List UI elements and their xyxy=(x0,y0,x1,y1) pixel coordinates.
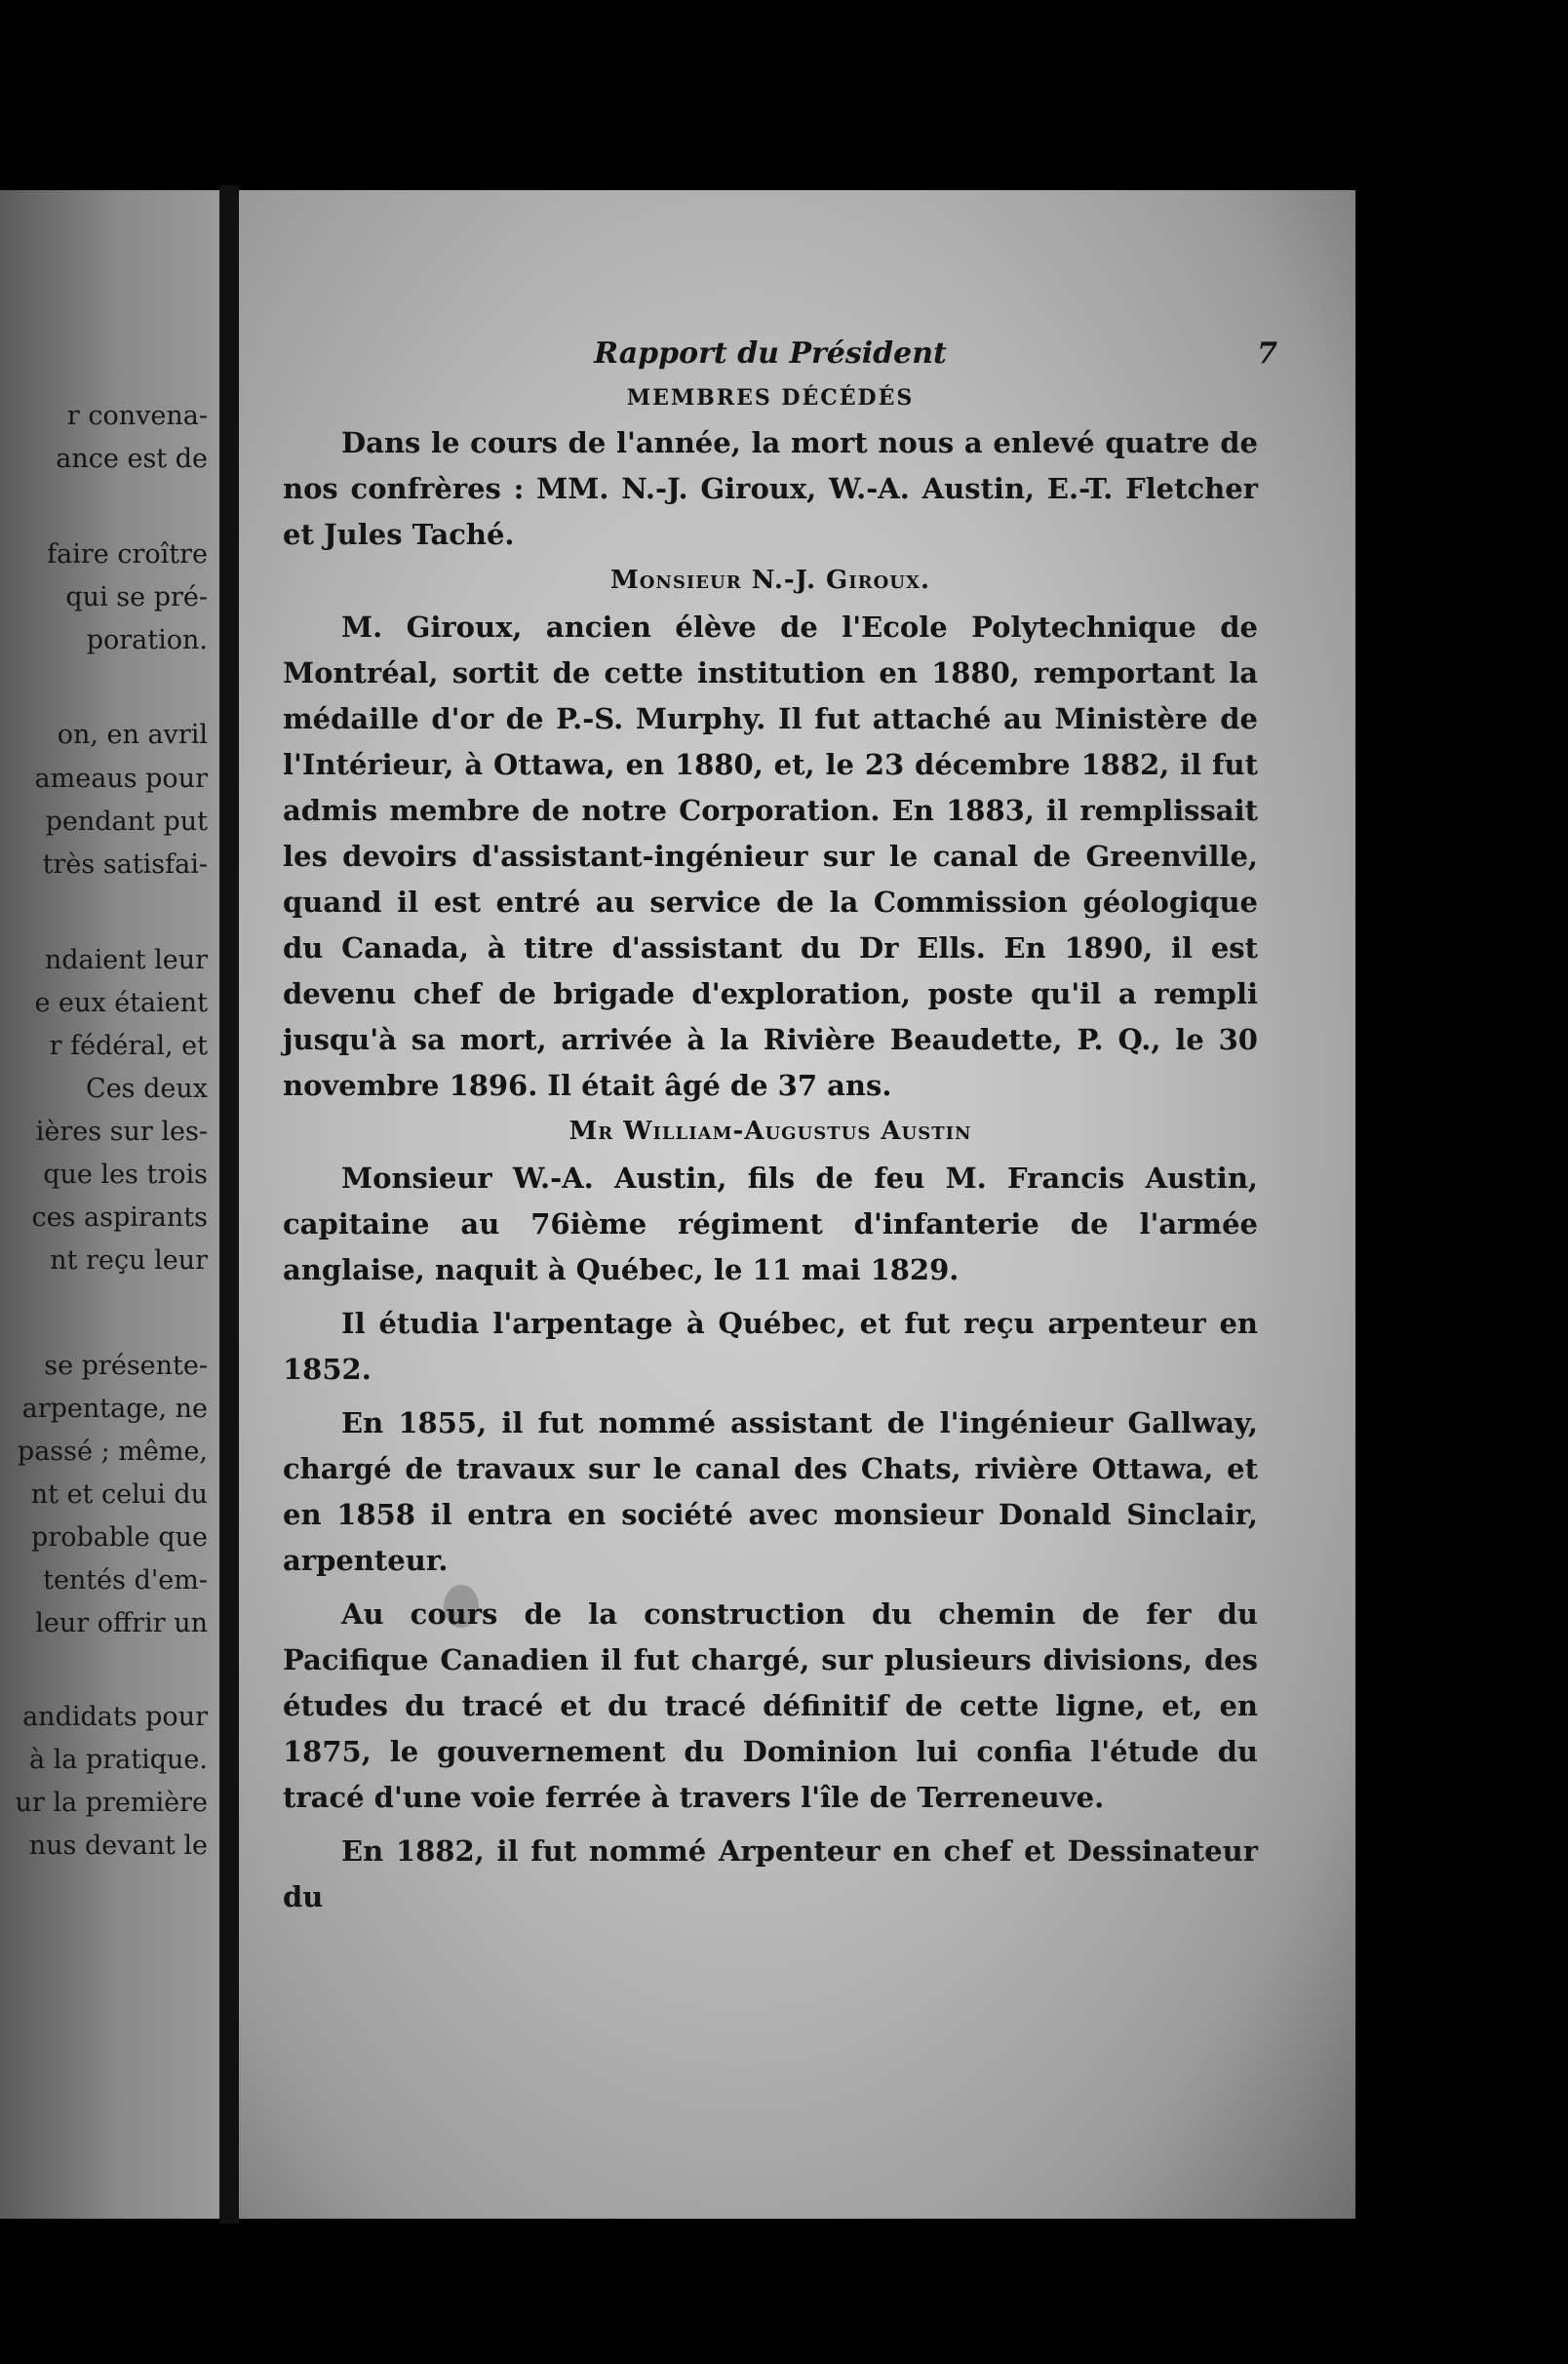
left-page-line: nt reçu leur xyxy=(50,1245,208,1276)
left-page-line: pendant put xyxy=(45,807,208,837)
left-page-line: probable que xyxy=(31,1522,208,1553)
left-page-line: nt et celui du xyxy=(30,1479,208,1510)
left-page-line: tentés d'em- xyxy=(43,1565,208,1596)
section-heading: Monsieur N.-J. Giroux. xyxy=(609,566,931,595)
left-page-line: ières sur les- xyxy=(35,1117,208,1147)
left-page-line: r fédéral, et xyxy=(49,1031,208,1061)
page-number: 7 xyxy=(1257,336,1277,371)
left-page-line: ces aspirants xyxy=(31,1202,208,1233)
paragraph: Dans le cours de l'année, la mort nous a enlevé quatre de nos confrères : MM. N.-J. Giroux, W.-A. Austin, E.-T. Fletcher et Jules Taché. xyxy=(283,426,1258,551)
paragraph: Il étudia l'arpentage à Québec, et fut reçu arpenteur en 1852. xyxy=(283,1307,1258,1386)
paragraph: M. Giroux, ancien élève de l'Ecole Polytechnique de Montréal, sortit de cette institution en 1880, remportant la médaille d'or de P.-S. Murphy. Il fut attaché au Ministère de l'Intérieur, à Ottawa, en 1880, et, le 23 décembre 1882, il fut admis membre de notre Corporation. En 1883, il remplissait les devoirs d'assistant-ingénieur sur le canal de Greenville, quand il est entré au service de la Commission géologique du Canada, à titre d'assistant du Dr Ells. En 1890, il est devenu chef de brigade d'exploration, poste qu'il a rempli jusqu'à sa mort, arrivée à la Rivière Beaudette, P. Q., le 30 novembre 1896. Il était âgé de 37 ans. xyxy=(283,611,1258,1102)
sections xyxy=(283,385,1258,1920)
left-page-line: poration. xyxy=(86,625,208,655)
section-heading: Mr William-Augustus Austin xyxy=(568,1117,972,1146)
left-page-line: leur offrir un xyxy=(35,1608,208,1638)
left-page-line: andidats pour xyxy=(22,1702,208,1732)
left-page-line: ameaus pour xyxy=(34,764,208,794)
left-page-line: à la pratique. xyxy=(28,1745,208,1775)
left-page-line: nus devant le xyxy=(28,1831,208,1861)
left-page-line: ur la première xyxy=(15,1788,208,1818)
running-head-title: Rapport du Président xyxy=(594,336,947,371)
left-page-line: on, en avril xyxy=(57,720,208,750)
right-page xyxy=(239,190,1355,2219)
left-page-line: faire croître xyxy=(47,539,208,570)
left-page-line: r convena- xyxy=(66,401,208,431)
paragraph: Monsieur W.-A. Austin, fils de feu M. Francis Austin, capitaine au 76ième régiment d'infanterie de l'armée anglaise, naquit à Québec, le 11 mai 1829. xyxy=(283,1162,1258,1286)
left-page-line: qui se pré- xyxy=(65,582,208,612)
left-page-line: Ces deux xyxy=(86,1074,208,1104)
paragraph: Au cours de la construction du chemin de fer du Pacifique Canadien il fut chargé, sur plusieurs divisions, des études du tracé et du tracé définitif de cette ligne, et, en 1875, le gouvernement du Dominion lui confia l'étude du tracé d'une voie ferrée à travers l'île de Terreneuve. xyxy=(283,1597,1258,1814)
left-page-line: se présente- xyxy=(44,1351,208,1381)
left-page-line: ndaient leur xyxy=(44,945,208,975)
left-page-line: passé ; même, xyxy=(17,1437,208,1467)
left-page-line: que les trois xyxy=(43,1160,208,1190)
section-heading: MEMBRES DÉCÉDÉS xyxy=(626,385,915,411)
running-head xyxy=(283,336,1277,379)
left-page-line: ance est de xyxy=(56,444,208,474)
paragraph: En 1882, il fut nommé Arpenteur en chef et Dessinateur du xyxy=(283,1834,1258,1913)
paragraph: En 1855, il fut nommé assistant de l'ingénieur Gallway, chargé de travaux sur le canal des Chats, rivière Ottawa, et en 1858 il entra en société avec monsieur Donald Sinclair, arpenteur. xyxy=(283,1406,1258,1577)
left-page-line: très satisfai- xyxy=(42,849,208,880)
left-page-line: arpentage, ne xyxy=(21,1394,208,1424)
page-content xyxy=(283,336,1277,1928)
left-page-line: e eux étaient xyxy=(34,988,208,1018)
left-facing-page xyxy=(0,190,219,2219)
page-gutter xyxy=(219,185,239,2224)
